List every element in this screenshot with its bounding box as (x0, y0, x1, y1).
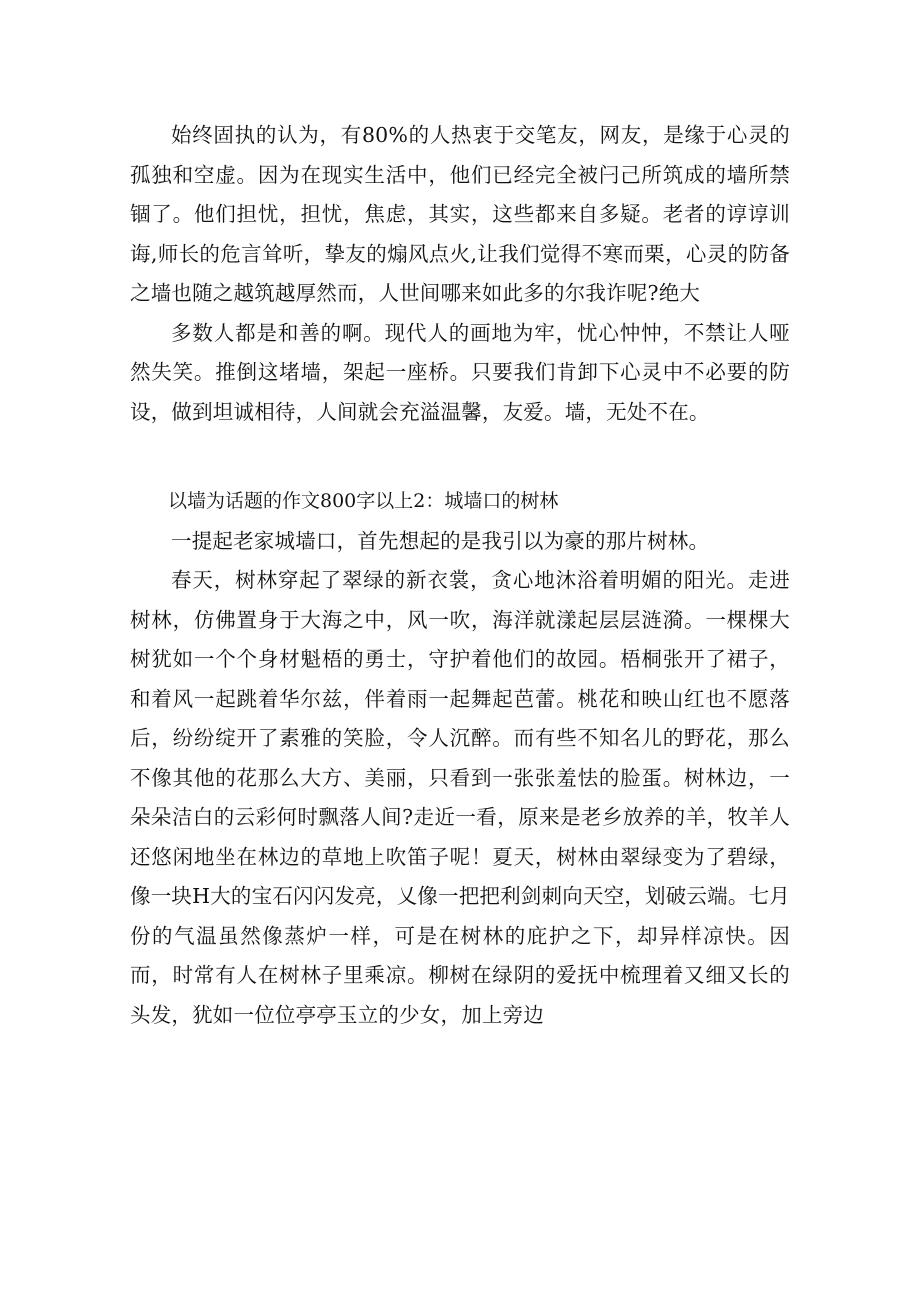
section-heading: 以墙为话题的作文800字以上2：城墙口的树林 (168, 490, 559, 512)
paragraph-2: 多数人都是和善的啊。现代人的画地为牢，忧心忡忡，不禁让人哑然失笑。推倒这堵墙，架起一座桥。只要我们肯卸下心灵中不必要的防设，做到坦诚相待，人间就会充溢温馨，友爱。墙，无处不在。 (130, 320, 790, 424)
document-body (130, 116, 790, 1035)
paragraph-1: 始终固执的认为，有80%的人热衷于交笔友，网友，是缘于心灵的孤独和空虚。因为在现实生活中，他们已经完全被闩己所筑成的墙所禁锢了。他们担忧，担忧，焦虑，其实，这些都来自多疑。老者的谆谆训诲,师长的危言耸听，挚友的煽风点火,让我们觉得不寒而栗，心灵的防备之墙也随之越筑越厚然而，人世间哪来如此多的尔我诈呢?绝大 (130, 123, 790, 305)
paragraph-3: 一提起老家城墙口，首先想起的是我引以为豪的那片树林。 (171, 528, 710, 553)
paragraph-4: 春天，树林穿起了翠绿的新衣裳，贪心地沐浴着明媚的阳光。走进树林，仿佛置身于大海之中，风一吹，海洋就漾起层层涟漪。一棵棵大树犹如一个个身材魁梧的勇士，守护着他们的故园。梧桐张开了裙子，和着风一起跳着华尔兹，伴着雨一起舞起芭蕾。桃花和映山红也不愿落后，纷纷绽开了素雅的笑脸，令人沉醉。而有些不知名儿的野花，那么不像其他的花那么大方、美丽，只看到一张张羞怯的脸蛋。树林边，一朵朵洁白的云彩何时飘落人间?走近一看，原来是老乡放养的羊，牧羊人还悠闲地坐在林边的草地上吹笛子呢！夏天，树林由翠绿变为了碧绿，像一块H大的宝石闪闪发亮，乂像一把把利剑刺向天空，划破云端。七月份的气温虽然像蒸炉一样，可是在树林的庇护之下，却异样凉快。因而，时常有人在树林子里乘凉。柳树在绿阴的爱抚中梳理着又细又长的头发，犹如一位位亭亭玉立的少女，加上旁边 (130, 568, 790, 1027)
section-spacer (130, 432, 790, 482)
